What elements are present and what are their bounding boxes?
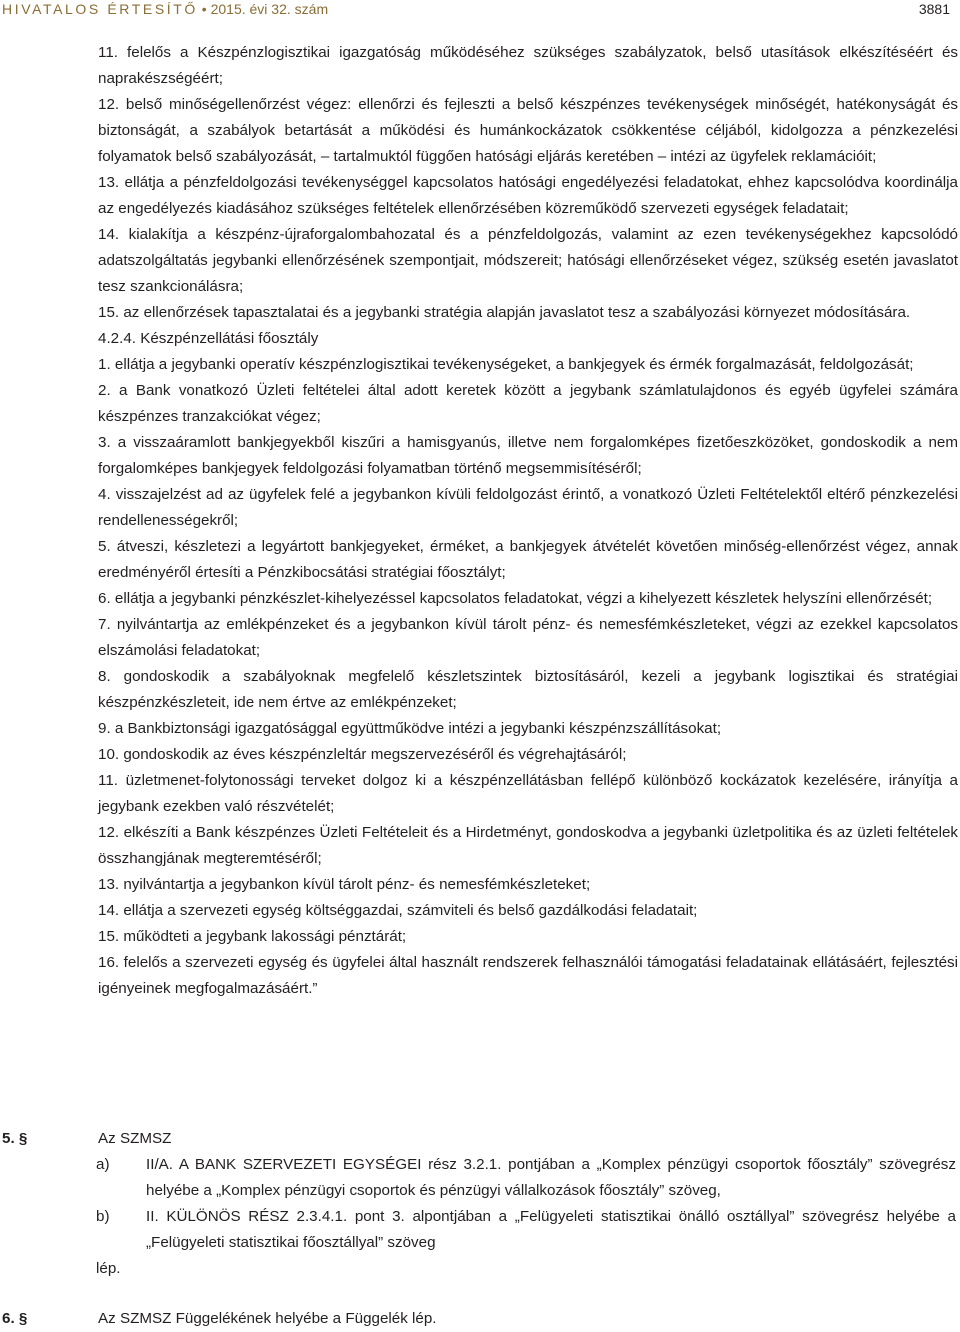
section-number: 5. § — [2, 1130, 28, 1147]
list-item: 3. a visszaáramlott bankjegyekből kiszűri a hamisgyanús, illetve nem forgalomképes fizetőeszközöket, gondoskodik a nem forgalomképes bankjegyek feldolgozási folyamatban történő megsemmisítéséről; — [98, 434, 958, 477]
list-item: 12. elkészíti a Bank készpénzes Üzleti Feltételeit és a Hirdetményt, gondoskodva a jegybanki üzletpolitika és az üzleti feltételek összhangjának megteremtéséről; — [98, 824, 958, 867]
list-item: 14. kialakítja a készpénz-újraforgalombahozatal és a pénzfeldolgozás, valamint az ezen tevékenységekhez kapcsolódó adatszolgáltatás jegybanki ellenőrzésének szempontjait, módszereit; hatósági ellenőrzéseket végez, szükség esetén javaslatot tesz szankcionálásra; — [98, 226, 958, 295]
point-text: II/A. A BANK SZERVEZETI EGYSÉGEI rész 3.2.1. pontjában a „Komplex pénzügyi csoportok főosztály” szövegrész helyébe a „Komplex pénzügyi csoportok és pénzügyi vállalkozások főosztály” szöveg, — [146, 1156, 956, 1199]
publication-title: HIVATALOS ÉRTESÍTŐ — [2, 1, 198, 17]
issue-label: 2015. évi 32. szám — [210, 1, 329, 17]
section-number: 6. § — [2, 1310, 28, 1327]
header-bullet: • — [201, 1, 207, 17]
list-item: 10. gondoskodik az éves készpénzleltár megszervezéséről és végrehajtásáról; — [98, 746, 627, 763]
list-item: 9. a Bankbiztonsági igazgatósággal együttműködve intézi a jegybanki készpénzszállításokat; — [98, 720, 722, 737]
list-item: 16. felelős a szervezeti egység és ügyfelei által használt rendszerek felhasználói támogatási feladatainak ellátásáért, fejlesztési igényeinek megfogalmazásáért.” — [98, 954, 958, 997]
list-item: 4. visszajelzést ad az ügyfelek felé a jegybankon kívüli feldolgozást érintő, a vonatkozó Üzleti Feltételektől eltérő pénzkezelési rendellenességekről; — [98, 486, 958, 529]
numbered-list — [98, 40, 958, 1002]
list-item: 12. belső minőségellenőrzést végez: ellenőrzi és fejleszti a belső készpénzes tevékenységek minőségét, hatékonyságát és biztonságát, a szabályok betartását a működési és humánkockázatok csökkentése céljából, kidolgozza a pénzkezelési folyamatok belső szabályozását, – tartalmuktól függően hatósági eljárás keretében – intézi az ügyfelek reklamációit; — [98, 96, 958, 165]
subsection-heading: 4.2.4. Készpénzellátási főosztály — [98, 330, 319, 347]
list-item: 11. felelős a Készpénzlogisztikai igazgatóság működéséhez szükséges szabályzatok, belső utasítások elkészítéséért és naprakészségéért; — [98, 44, 958, 87]
closing-text: lép. — [96, 1260, 121, 1277]
header-left — [2, 0, 328, 18]
point-label: b) — [96, 1208, 110, 1225]
section-text: Az SZMSZ Függelékének helyébe a Függelék lép. — [98, 1310, 437, 1327]
list-item: 15. működteti a jegybank lakossági pénztárát; — [98, 928, 407, 945]
list-item: 5. átveszi, készletezi a legyártott bankjegyeket, érméket, a bankjegyek átvételét követően minőség-ellenőrzést végez, annak eredményéről értesíti a Pénzkibocsátási stratégiai főosztályt; — [98, 538, 958, 581]
list-item: 11. üzletmenet-folytonossági terveket dolgoz ki a készpénzellátásban fellépő különböző kockázatok kezelésére, irányítja a jegybank ezekben való részvételét; — [98, 772, 958, 815]
list-item: 1. ellátja a jegybanki operatív készpénzlogisztikai tevékenységeket, a bankjegyek és érmék forgalmazását, feldolgozását; — [98, 356, 914, 373]
section-text: Az SZMSZ — [98, 1130, 172, 1147]
point-label: a) — [96, 1156, 110, 1173]
list-item: 13. nyilvántartja a jegybankon kívül tárolt pénz- és nemesfémkészleteket; — [98, 876, 591, 893]
list-item: 6. ellátja a jegybanki pénzkészlet-kihelyezéssel kapcsolatos feladatokat, végzi a kihelyezett készletek helyszíni ellenőrzését; — [98, 590, 933, 607]
page-number: 3881 — [918, 1, 950, 17]
point-text: II. KÜLÖNÖS RÉSZ 2.3.4.1. pont 3. alpontjában a „Felügyeleti statisztikai önálló osztállyal” szövegrész helyébe a „Felügyeleti statisztikai főosztállyal” szöveg — [146, 1208, 956, 1251]
list-item: 8. gondoskodik a szabályoknak megfelelő készletszintek biztosításáról, kezeli a jegybank logisztikai és stratégiai készpénzkészleteit, ide nem értve az emlékpénzeket; — [98, 668, 958, 711]
list-item: 2. a Bank vonatkozó Üzleti feltételei által adott keretek között a jegybank számlatulajdonos és egyéb ügyfelei számára készpénzes tranzakciókat végez; — [98, 382, 958, 425]
list-item: 7. nyilvántartja az emlékpénzeket és a jegybankon kívül tárolt pénz- és nemesfémkészleteket, végzi az ezekkel kapcsolatos elszámolási feladatokat; — [98, 616, 958, 659]
page-header — [0, 0, 960, 20]
list-item: 14. ellátja a szervezeti egység költséggazdai, számviteli és belső gazdálkodási feladatait; — [98, 902, 698, 919]
list-item: 15. az ellenőrzések tapasztalatai és a jegybanki stratégia alapján javaslatot tesz a szabályozási környezet módosítására. — [98, 304, 911, 321]
list-item: 13. ellátja a pénzfeldolgozási tevékenységgel kapcsolatos hatósági engedélyezési feladatokat, ehhez kapcsolódva koordinálja az engedélyezés kiadásához szükséges feltételek ellenőrzésében közreműködő szervezeti egységek feladatait; — [98, 174, 958, 217]
